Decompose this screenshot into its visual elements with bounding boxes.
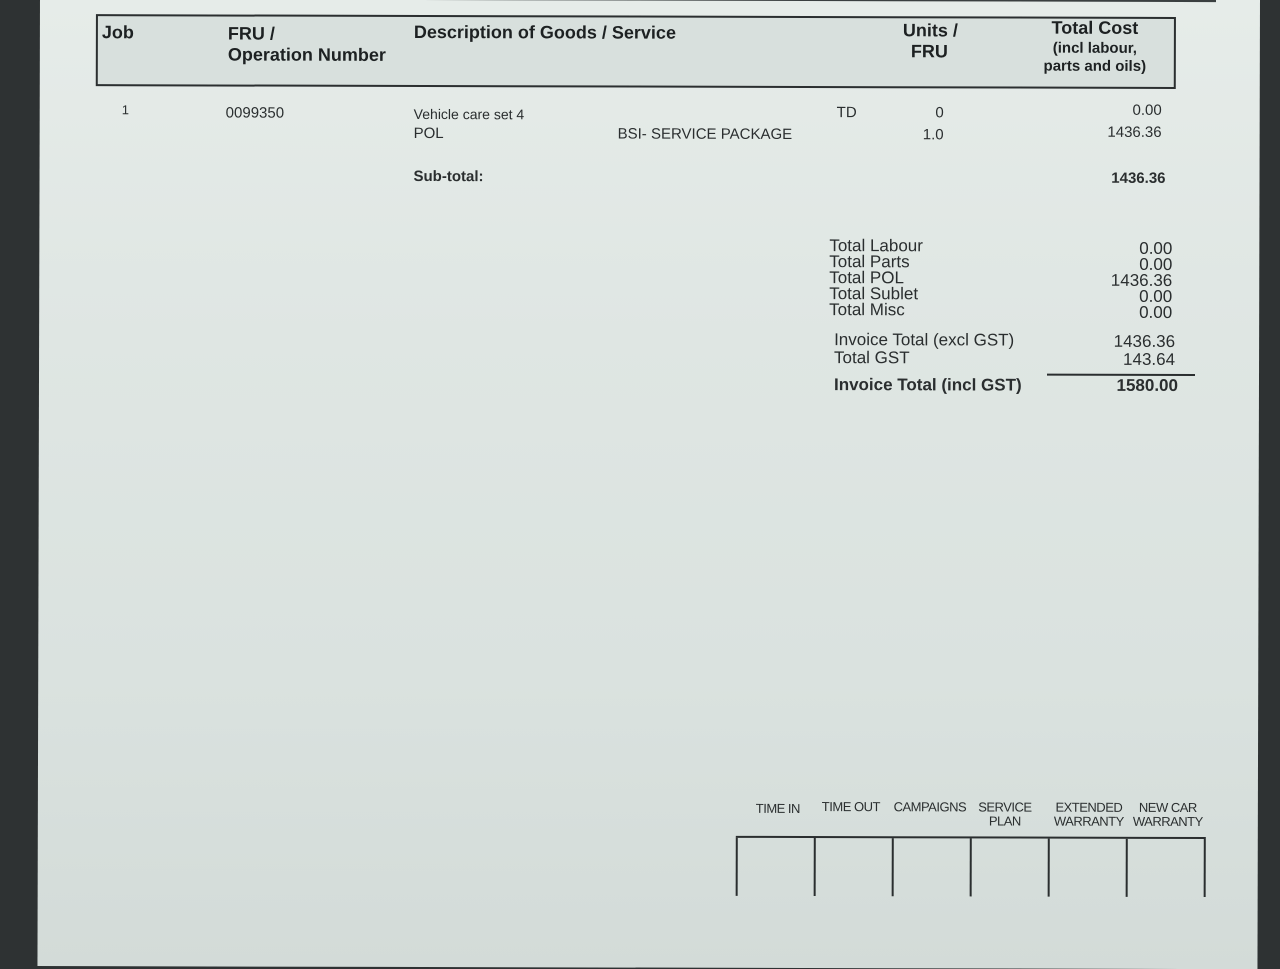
- total-misc-label: Total Misc: [829, 300, 905, 320]
- stamp-label-campaigns: CAMPAIGNS: [893, 799, 967, 815]
- line-item-operation-number: 0099350: [225, 104, 285, 122]
- line-item-description: POL: [413, 124, 444, 143]
- total-gst-label: Total GST: [834, 348, 910, 368]
- line-item-description: Vehicle care set 4: [413, 105, 525, 123]
- stamp-label-new-car-warranty: NEW CAR WARRANTY: [1132, 799, 1203, 830]
- total-sublet-value: 0.00: [1139, 286, 1173, 306]
- invoice-total-excl-value: 1436.36: [1113, 331, 1176, 351]
- line-item-job: 1: [121, 102, 129, 118]
- stamp-box-time-in: [736, 838, 814, 896]
- stamp-box-time-out: [814, 838, 892, 896]
- total-gst-value: 143.64: [1123, 349, 1176, 369]
- stamp-box-campaigns: [892, 838, 970, 896]
- total-labour-label: Total Labour: [829, 236, 923, 256]
- header-units-line1: Units /: [902, 20, 958, 41]
- line-item-code: TD: [836, 104, 857, 122]
- stamp-boxes: [736, 836, 1206, 897]
- line-item-detail: BSI- SERVICE PACKAGE: [617, 125, 793, 143]
- header-fru-line1: FRU /: [227, 23, 275, 44]
- stamp-box-extended-warranty: [1048, 839, 1126, 897]
- header-total-line3: parts and oils): [1043, 57, 1147, 75]
- stamp-label-service-plan: SERVICE PLAN: [978, 799, 1032, 829]
- stamp-label-extended-warranty: EXTENDED WARRANTY: [1053, 799, 1124, 829]
- invoice-total-excl-label: Invoice Total (excl GST): [834, 330, 1015, 350]
- total-sublet-label: Total Sublet: [829, 284, 919, 304]
- stamp-label-time-in: TIME IN: [755, 800, 800, 816]
- line-item-total: 0.00: [1132, 101, 1162, 119]
- header-total-line1: Total Cost: [1051, 17, 1139, 38]
- invoice-total-incl-value: 1580.00: [1116, 375, 1179, 395]
- total-pol-label: Total POL: [829, 268, 904, 288]
- invoice-page: [37, 0, 1260, 969]
- total-parts-value: 0.00: [1139, 254, 1173, 274]
- top-rule: [96, 0, 1216, 2]
- header-fru-line2: Operation Number: [227, 44, 386, 65]
- subtotal-value: 1436.36: [1111, 169, 1166, 187]
- stamp-box-service-plan: [970, 838, 1048, 896]
- header-units-line2: FRU: [910, 41, 948, 62]
- total-pol-value: 1436.36: [1110, 270, 1173, 290]
- header-total-line2: (incl labour,: [1052, 39, 1137, 57]
- total-misc-value: 0.00: [1139, 302, 1173, 322]
- stamp-box-new-car-warranty: [1126, 839, 1206, 897]
- line-item-total: 1436.36: [1107, 123, 1162, 141]
- header-job: Job: [101, 22, 134, 43]
- invoice-total-incl-label: Invoice Total (incl GST): [833, 375, 1022, 395]
- subtotal-label: Sub-total:: [413, 167, 484, 186]
- total-parts-label: Total Parts: [829, 252, 910, 272]
- line-item-units: 0: [935, 104, 944, 122]
- header-description: Description of Goods / Service: [413, 21, 677, 43]
- stamp-label-time-out: TIME OUT: [821, 799, 880, 815]
- line-item-units: 1.0: [922, 126, 944, 144]
- total-labour-value: 0.00: [1139, 238, 1173, 258]
